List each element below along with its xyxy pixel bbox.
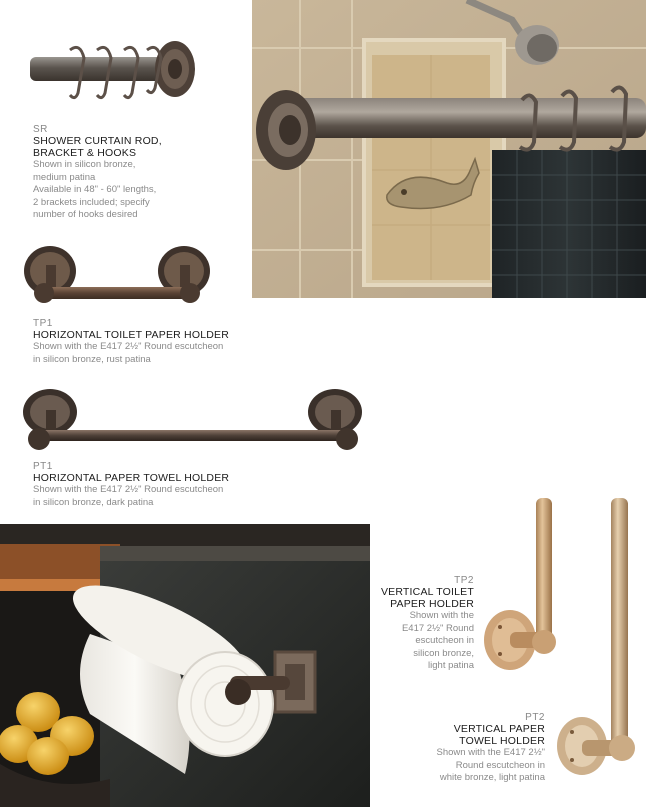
sr-desc-line-1: Shown in silicon bronze, <box>33 159 136 170</box>
tp2-desc-line-2: E417 2½" Round <box>401 622 474 634</box>
sr-desc-line-2: medium patina <box>33 171 96 183</box>
kitchen-paper-towel-photo <box>0 524 370 807</box>
shower-rod-product-image <box>25 35 200 120</box>
shower-scene-photo <box>252 0 646 298</box>
pt2-title-line-1: VERTICAL PAPER <box>453 723 545 735</box>
tp2-title-line-1: VERTICAL TOILET <box>380 586 474 598</box>
pt2-desc-line-2: Round escutcheon in <box>455 759 545 771</box>
tp2-code: TP2 <box>454 575 474 586</box>
tp2-desc-line-4: silicon bronze, <box>413 647 474 659</box>
tp2-desc-line-1: Shown with the <box>409 610 474 621</box>
pt1-caption <box>33 461 283 509</box>
sr-desc-line-5: number of hooks desired <box>33 209 138 220</box>
tp2-desc-line-3: escutcheon in <box>415 635 474 646</box>
pt1-desc-line-1: Shown with the E417 2½" Round escutcheon <box>33 484 224 495</box>
tp2-title-line-2: PAPER HOLDER <box>390 598 474 610</box>
pt2-desc-line-1: Shown with the E417 2½" <box>436 747 545 758</box>
pt1-code: PT1 <box>33 461 53 472</box>
tp1-caption <box>33 318 273 366</box>
pt2-desc-line-3: white bronze, light patina <box>439 772 545 783</box>
pt2-product-image <box>556 494 642 777</box>
sr-title-line-1: SHOWER CURTAIN ROD, <box>33 135 162 147</box>
pt1-product-image <box>22 388 367 456</box>
pt1-desc-line-2: in silicon bronze, dark patina <box>33 496 154 508</box>
sr-code: SR <box>33 124 48 135</box>
tp2-desc-line-5: light patina <box>428 660 474 671</box>
tp1-code: TP1 <box>33 318 53 329</box>
tp2-product-image <box>482 494 566 672</box>
sr-caption <box>33 124 243 222</box>
pt2-code: PT2 <box>525 712 545 723</box>
tp1-desc-line-1: Shown with the E417 2½" Round escutcheon <box>33 341 224 352</box>
sr-desc-line-4: 2 brackets included; specify <box>33 196 150 208</box>
tp1-desc-line-2: in silicon bronze, rust patina <box>33 353 151 365</box>
sr-title-line-2: BRACKET & HOOKS <box>33 147 137 159</box>
tp1-title: HORIZONTAL TOILET PAPER HOLDER <box>33 329 230 341</box>
tp1-product-image <box>22 243 214 313</box>
pt1-title: HORIZONTAL PAPER TOWEL HOLDER <box>33 472 230 484</box>
pt2-caption <box>415 712 545 785</box>
tp2-caption <box>380 575 474 673</box>
sr-desc-line-3: Available in 48" - 60" lengths, <box>33 184 157 195</box>
pt2-title-line-2: TOWEL HOLDER <box>459 735 545 747</box>
